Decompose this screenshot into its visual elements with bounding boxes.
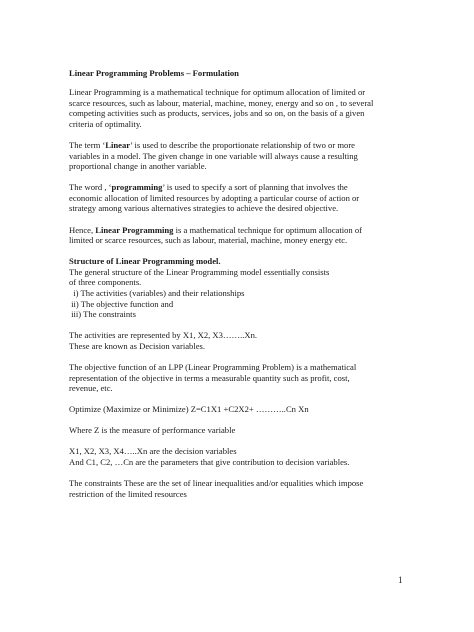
intro-line: criteria of optimality. (69, 118, 142, 129)
lp-definition-line: limited or scarce resources, such as labour, material, machine, money energy etc. (69, 235, 348, 246)
intro-line: competing activities such as products, services, jobs and so on, on the basis of a given (69, 108, 365, 119)
intro-paragraph (69, 87, 409, 129)
optimize-formula (69, 404, 409, 415)
text-fragment: ’ is used to specify a sort of planning that involves the (162, 182, 348, 193)
term-linear-programming: Linear Programming (95, 224, 174, 235)
structure-list-item: ii) The objective function and (69, 298, 174, 309)
intro-line: scarce resources, such as labour, material, machine, money, energy and so on , to several (69, 97, 374, 108)
intro-line: Linear Programming is a mathematical technique for optimum allocation of limited or (69, 87, 366, 98)
structure-section (69, 256, 409, 320)
activities-line: These are known as Decision variables. (69, 340, 206, 351)
linear-definition-line: proportional change in another variable. (69, 161, 207, 172)
text-fragment: The term ‘ (69, 139, 106, 150)
structure-heading: Structure of Linear Programming model. (69, 256, 221, 267)
where-line: Where Z is the measure of performance variable (69, 425, 236, 436)
formula-line: Optimize (Maximize or Minimize) Z=C1X1 +C2X2+ ………..Cn Xn (69, 404, 309, 415)
structure-line: The general structure of the Linear Programming model essentially consists (69, 266, 330, 277)
programming-definition-line: economic allocation of limited resources by adopting a particular course of action or (69, 192, 360, 203)
lp-definition-first-line (69, 225, 409, 236)
constraints-line: restriction of the limited resources (69, 488, 187, 499)
text-fragment: ’ is used to describe the proportionate relationship of two or more (130, 139, 355, 150)
where-paragraph (69, 425, 409, 436)
objective-line: revenue, etc. (69, 383, 113, 394)
structure-list-item: iii) The constraints (69, 309, 136, 320)
decision-line: And C1, C2, …Cn are the parameters that give contribution to decision variables. (69, 457, 350, 468)
decision-variables-paragraph (69, 446, 409, 467)
decision-line: X1, X2, X3, X4…..Xn are the decision variables (69, 446, 237, 457)
document-body (69, 68, 409, 510)
objective-paragraph (69, 362, 409, 394)
constraints-paragraph (69, 478, 409, 499)
structure-list-item: i) The activities (variables) and their relationships (69, 288, 245, 298)
text-fragment: is a mathematical technique for optimum allocation of (173, 224, 362, 235)
text-fragment: The word , ‘ (69, 182, 112, 193)
linear-definition-line: variables in a model. The given change in one variable will always cause a resulting (69, 150, 358, 161)
activities-line: The activities are represented by X1, X2, X3……..Xn. (69, 330, 258, 341)
programming-definition-paragraph (69, 182, 409, 214)
objective-line: The objective function of an LPP (Linear Programming Problem) is a mathematical (69, 361, 357, 372)
structure-line: of three components. (69, 277, 142, 288)
programming-definition-line: strategy among various alternatives strategies to achieve the desired objective. (69, 203, 339, 214)
lp-definition-paragraph (69, 225, 409, 246)
linear-definition-paragraph (69, 140, 409, 172)
activities-paragraph (69, 330, 409, 351)
page-number: 1 (398, 575, 403, 585)
linear-definition-first-line (69, 140, 409, 151)
term-programming: programming (111, 182, 163, 193)
objective-line: representation of the objective in terms a measurable quantity such as profit, cost, (69, 372, 350, 383)
text-fragment: Hence, (69, 224, 96, 235)
document-title: Linear Programming Problems – Formulation (69, 68, 239, 78)
term-linear: Linear (105, 139, 131, 150)
constraints-line: The constraints These are the set of linear inequalities and/or equalities which impose (69, 478, 364, 489)
programming-definition-first-line (69, 182, 409, 193)
